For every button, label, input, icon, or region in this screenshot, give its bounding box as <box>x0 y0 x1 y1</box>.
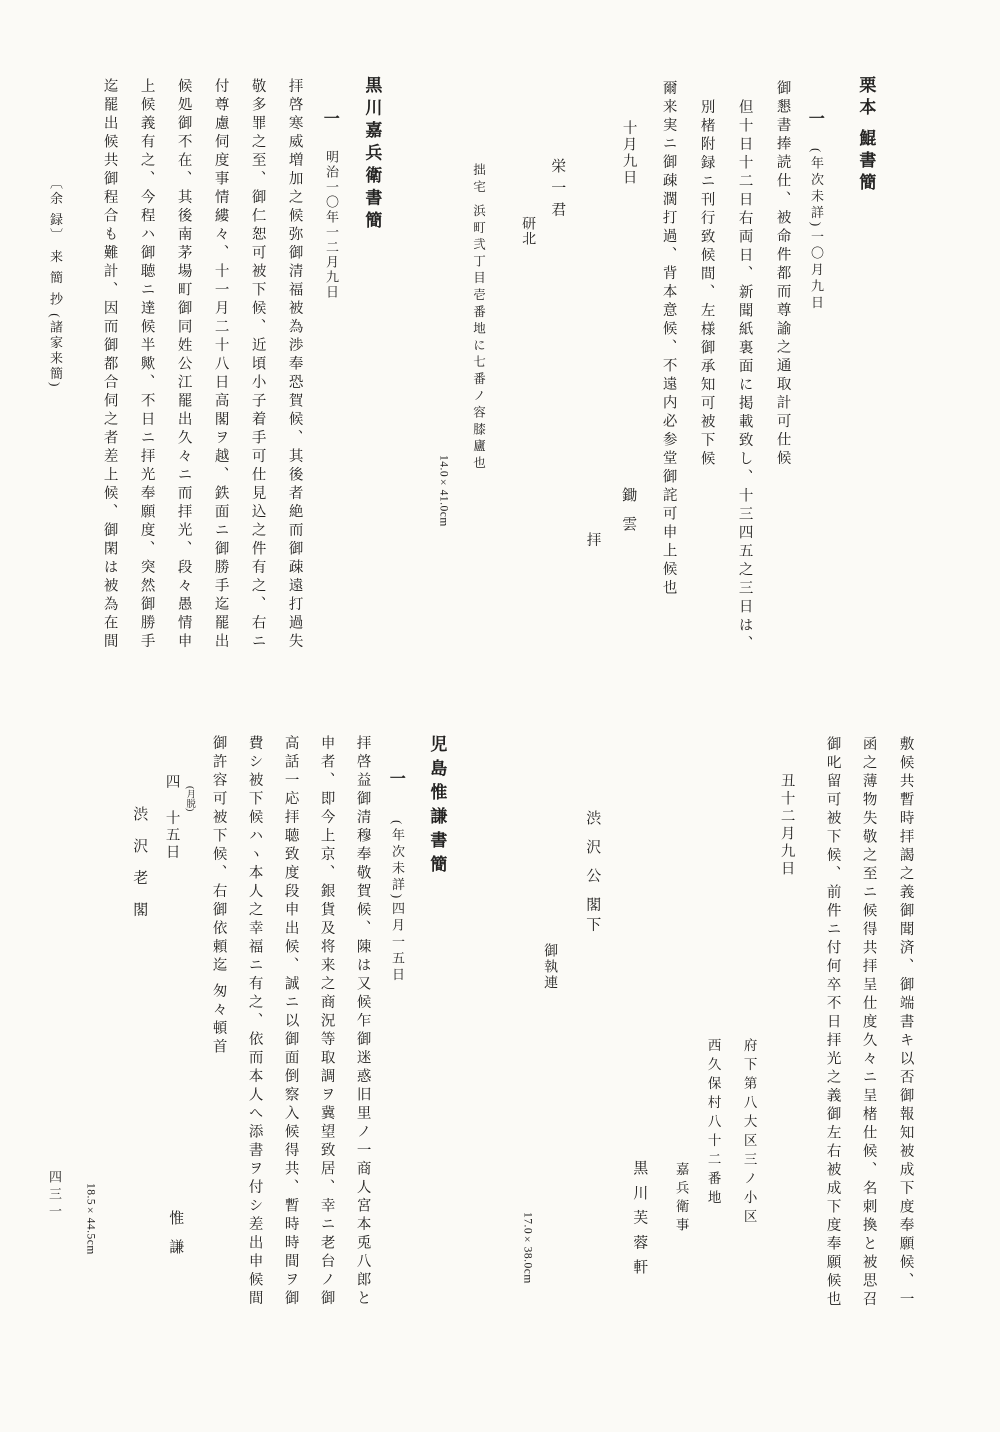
letter2-body-line: 付尊慮伺度事情縷々、十一月二十八日高閣ヲ越、鉄面ニ御勝手迄罷出 <box>212 78 229 652</box>
letter2-signature: 黒 川 芙 蓉 軒 <box>631 1160 648 1277</box>
letter1-date-heading: (年次未詳)一〇月九日 <box>809 148 825 313</box>
letter1-number: 一 <box>806 110 824 126</box>
letter3-closing-date: 十五日 <box>163 810 180 861</box>
letter2-addressee: 渋 沢 公 閣下 <box>584 810 601 937</box>
letter2-body-line: 上候義有之、今程ハ御聴ニ達候半歟、不日ニ拝光奉願度、突然御勝手 <box>138 78 155 652</box>
letter2-body-line: 敷候共暫時拝謁之義御聞済、御端書キ以否御報知被成下度奉願候、一 <box>897 736 914 1310</box>
letter2-body-line: 函之薄物失敬之至ニ候得共拝呈仕度久々ニ呈楮仕候、名刺換と被思召 <box>860 736 877 1310</box>
letter1-addressee: 栄 一 君 <box>549 158 566 218</box>
letter3-body-line: 高話一応拝聴致度段申出候、誠ニ以御面倒察入候得共、暫時時間ヲ御 <box>282 735 299 1309</box>
letter2-addressee-suffix: 御執連 <box>542 943 558 991</box>
letter3-body-line: 拝啓益御清穆奉敬賀候、陳は又候乍御迷惑旧里ノ一商人宮本兎八郎と <box>354 735 371 1309</box>
letter1-address-note: 拙宅 浜町弐丁目壱番地に七番ノ容膝廬也 <box>471 163 486 473</box>
letter2-size-note: 17.0×38.0cm <box>521 1212 534 1284</box>
letter2-body-line: 御叱留可被下候、前件ニ付何卒不日拝光之義御左右被成下度奉願候也 <box>824 736 841 1310</box>
letter2-body-line: 拝啓寒威増加之候弥御清福被為渉奉恐賀候、其後者絶而御疎遠打過失 <box>286 78 303 652</box>
letter2-title: 黒川嘉兵衛書簡 <box>362 76 382 234</box>
letter1-title: 栗本 鯤書簡 <box>856 76 876 196</box>
letter3-title: 児島惟謙書簡 <box>427 735 447 879</box>
letter1-body-line: 御懇書捧読仕、被命件都而尊諭之通取計可仕候 <box>774 80 791 469</box>
letter1-closing-date: 十月九日 <box>620 120 637 186</box>
letter3-closing-date: 四 <box>163 774 180 789</box>
letter1-signature-bow: 拝 <box>584 532 601 547</box>
letter3-signature: 惟 謙 <box>167 1210 184 1259</box>
page-number: 四三一 <box>47 1170 63 1221</box>
letter3-date-heading: (年次未詳)四月一五日 <box>390 820 406 985</box>
letter3-size-note: 18.5×44.5cm <box>84 1183 97 1255</box>
letter1-body-line: 別楮附録ニ刊行致候間、左様御承知可被下候 <box>698 99 715 469</box>
letter1-addressee-suffix: 研北 <box>520 216 536 246</box>
letter2-sender-alias: 嘉兵衛事 <box>673 1162 689 1236</box>
letter2-sender-address: 府下第八大区三ノ小区 <box>741 1038 757 1228</box>
letter2-date-heading: 明治一〇年一二月九日 <box>324 150 340 300</box>
running-header: 〔余 録〕 来 簡 抄 (諸家来簡) <box>48 176 64 389</box>
letter1-body-line: 爾来実ニ御疎濶打過、背本意候、不遠内必参堂御詫可申上候也 <box>660 80 677 598</box>
letter3-body-line: 御許容可被下候、右御依頼迄 匆々頓首 <box>210 735 227 1058</box>
letter2-body-line: 敬多罪之至、御仁恕可被下候、近頃小子着手可仕見込之件有之、右ニ <box>249 78 266 652</box>
letter1-signature: 鋤 雲 <box>620 487 637 536</box>
letter3-editorial-note: (月脱) <box>184 786 195 812</box>
letter1-body-line: 但十日十二日右両日、新聞紙裏面に掲載致し、十三四五之三日は、 <box>736 99 753 654</box>
letter2-number: 一 <box>321 110 339 126</box>
letter3-body-line: 費シ被下候ハヽ本人之幸福ニ有之、依而本人へ添書ヲ付シ差出申候間 <box>246 735 263 1309</box>
letter2-body-line: 迄罷出候共御程合も難計、因而御都合伺之者差上候、御閑は被為在間 <box>101 78 118 652</box>
letter3-number: 一 <box>387 770 405 786</box>
letter2-body-line: 候処御不在、其後南茅場町御同姓公江罷出久々ニ而拝光、段々愚情申 <box>175 78 192 652</box>
letter2-closing-date: 丑十二月九日 <box>778 773 795 878</box>
letter3-body-line: 申者、即今上京、銀貨及将来之商況等取調ヲ冀望致居、幸ニ老台ノ御 <box>318 735 335 1309</box>
letter3-addressee: 渋 沢 老 閣 <box>131 806 148 923</box>
letter1-size-note: 14.0×41.0cm <box>437 455 450 527</box>
letter2-sender-address: 西久保村八十二番地 <box>705 1038 721 1209</box>
